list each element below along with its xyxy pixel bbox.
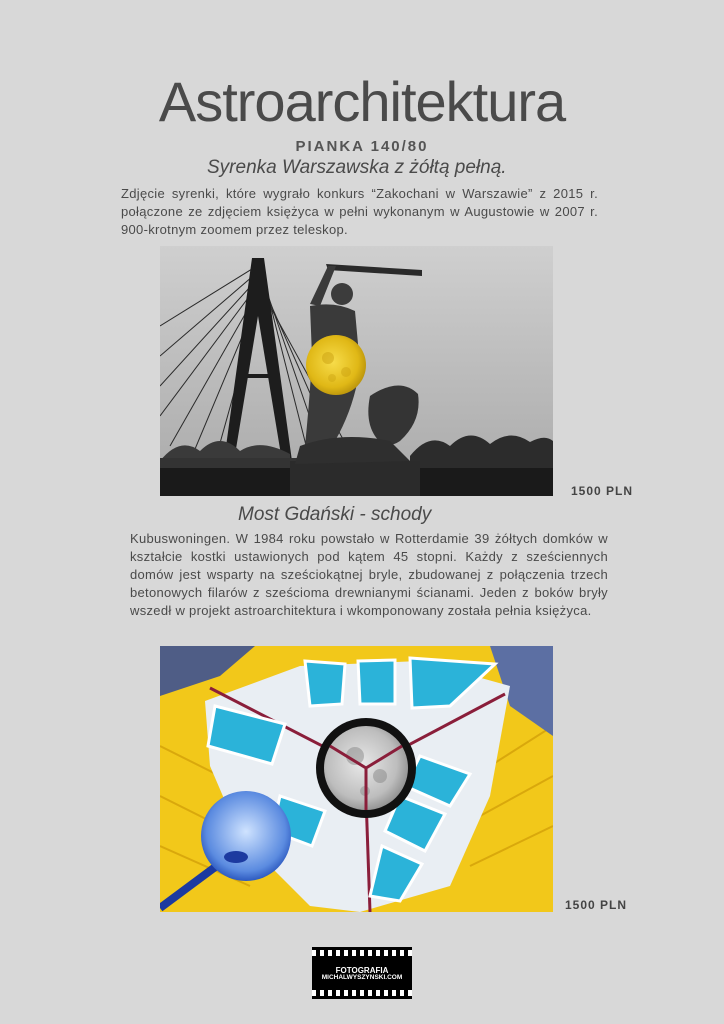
logo-line1: FOTOGRAFIA: [335, 966, 389, 975]
item-title: Most Gdański - schody: [238, 504, 432, 525]
item-description: Zdjęcie syrenki, które wygrało konkurs “Zakochani w Warszawie” z 2015 r. połączone ze zdjęciem księżyca w pełni wykonanym w Augustowie w 2007 r. 900-krotnym zoomem przez teleskop.: [121, 186, 598, 237]
price-label: 1500 PLN: [565, 898, 628, 912]
mermaid-moon-photo: [160, 246, 553, 496]
page-title: Astroarchitektura: [158, 70, 566, 133]
price-label: 1500 PLN: [571, 484, 634, 498]
logo-line2: MICHALWYSZYNSKI.COM: [321, 974, 403, 981]
item-title: Syrenka Warszawska z żółtą pełną.: [207, 157, 507, 178]
photographer-logo: [312, 947, 412, 999]
page-subtitle: PIANKA 140/80: [295, 138, 429, 155]
item-description: Kubuswoningen. W 1984 roku powstało w Rotterdamie 39 żółtych domków w kształcie kostki ustawionych pod kątem 45 stopni. Każdy z sześciennych domów jest wsparty na sześciokątnej bryle, zbudowanej z połączenia trzech betonowych filarów z sześcioma drewnianymi ścianami. Jeden z boków bryły wszedł w projekt astroarchitektura i wkomponowany została pełnia księżyca.: [130, 531, 608, 618]
cube-houses-moon-photo: [160, 646, 553, 912]
